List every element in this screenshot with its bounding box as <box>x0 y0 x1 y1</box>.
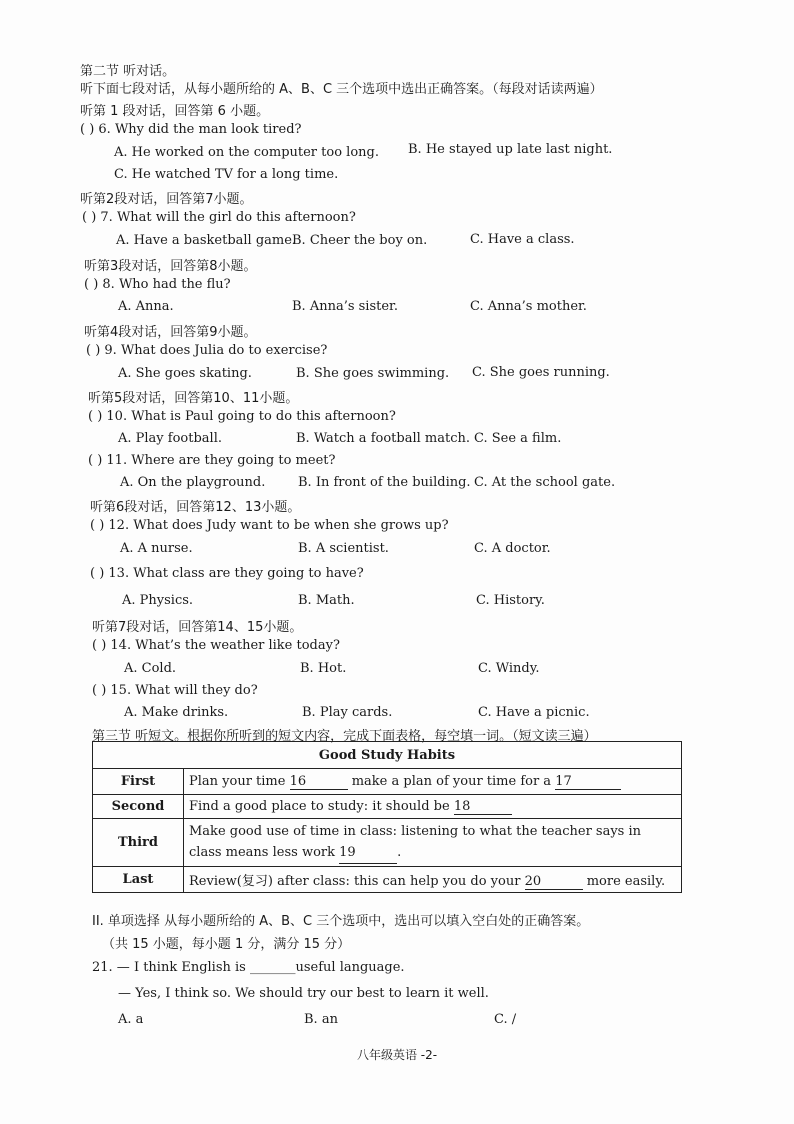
question-7-option-b: B. Cheer the boy on. <box>292 233 428 248</box>
question-9-option-a: A. She goes skating. <box>118 366 252 381</box>
question-7-stem: ( ) 7. What will the girl do this afternoon? <box>82 210 356 225</box>
table-header: Good Study Habits <box>93 742 682 769</box>
row-text: Plan your time <box>189 773 290 789</box>
section2-title: 第二节 听对话。 <box>80 64 176 79</box>
question-21-reply: — Yes, I think so. We should try our best to learn it well. <box>118 986 489 1001</box>
question-8-option-c: C. Anna’s mother. <box>470 299 587 314</box>
question-6-option-b: B. He stayed up late last night. <box>408 142 613 157</box>
question-9-option-b: B. She goes swimming. <box>296 366 450 381</box>
question-11-option-a: A. On the playground. <box>120 475 266 490</box>
question-21-stem: 21. — I think English is _______useful language. <box>92 960 405 975</box>
question-8-option-a: A. Anna. <box>118 299 174 314</box>
blank-19[interactable]: 19 <box>339 842 397 864</box>
question-10-option-a: A. Play football. <box>118 431 222 446</box>
question-8-stem: ( ) 8. Who had the flu? <box>84 277 231 292</box>
row-text: make a plan of your time for a <box>347 773 556 789</box>
question-15-option-b: B. Play cards. <box>302 705 393 720</box>
group-intro-1: 听第 1 段对话，回答第 6 小题。 <box>80 104 270 119</box>
row-label: Last <box>93 867 184 893</box>
row-content <box>184 795 682 819</box>
table-row <box>93 769 682 795</box>
question-11-option-b: B. In front of the building. <box>298 475 471 490</box>
blank-20[interactable]: 20 <box>525 874 583 890</box>
question-10-option-b: B. Watch a football match. <box>296 431 470 446</box>
group-intro-6: 听第6段对话，回答第12、13小题。 <box>90 500 301 515</box>
row-content <box>184 867 682 893</box>
question-12-stem: ( ) 12. What does Judy want to be when she grows up? <box>90 518 449 533</box>
table-row <box>93 867 682 893</box>
group-intro-3: 听第3段对话，回答第8小题。 <box>84 259 257 274</box>
question-8-option-b: B. Anna’s sister. <box>292 299 398 314</box>
question-14-option-a: A. Cold. <box>124 661 177 676</box>
group-intro-5: 听第5段对话，回答第10、11小题。 <box>88 391 299 406</box>
study-habits-table <box>92 741 682 893</box>
question-12-option-c: C. A doctor. <box>474 541 551 556</box>
blank-18[interactable]: 18 <box>454 799 512 815</box>
question-13-option-c: C. History. <box>476 593 545 608</box>
question-7-option-c: C. Have a class. <box>470 232 575 247</box>
row-label: Third <box>93 819 184 867</box>
row-label: Second <box>93 795 184 819</box>
question-15-option-c: C. Have a picnic. <box>478 705 590 720</box>
row-label: First <box>93 769 184 795</box>
question-6-option-a: A. He worked on the computer too long. <box>114 145 379 160</box>
question-21-option-a: A. a <box>118 1012 144 1027</box>
question-7-option-a: A. Have a basketball game. <box>116 233 297 248</box>
question-10-stem: ( ) 10. What is Paul going to do this afternoon? <box>88 409 396 424</box>
group-intro-2: 听第2段对话，回答第7小题。 <box>80 192 253 207</box>
question-10-option-c: C. See a film. <box>474 431 562 446</box>
question-9-option-c: C. She goes running. <box>472 365 610 380</box>
group-intro-7: 听第7段对话，回答第14、15小题。 <box>92 620 303 635</box>
page-footer: 八年级英语 -2- <box>356 1048 438 1062</box>
question-15-stem: ( ) 15. What will they do? <box>92 683 258 698</box>
question-14-stem: ( ) 14. What’s the weather like today? <box>92 638 340 653</box>
row-content <box>184 819 682 867</box>
question-11-option-c: C. At the school gate. <box>474 475 616 490</box>
question-21-option-b: B. an <box>304 1012 338 1027</box>
question-13-option-b: B. Math. <box>298 593 355 608</box>
question-15-option-a: A. Make drinks. <box>124 705 229 720</box>
part2-score: （共 15 小题，每小题 1 分，满分 15 分） <box>102 937 351 952</box>
question-9-stem: ( ) 9. What does Julia do to exercise? <box>86 343 328 358</box>
row-text: Review(复习) after class: this can help you do your <box>189 873 525 889</box>
question-12-option-b: B. A scientist. <box>298 541 389 556</box>
group-intro-4: 听第4段对话，回答第9小题。 <box>84 325 257 340</box>
question-11-stem: ( ) 11. Where are they going to meet? <box>88 453 336 468</box>
row-text: Make good use of time in class: listening to what the teacher says in class means less work <box>189 824 642 860</box>
row-text: . <box>397 845 402 860</box>
question-21-option-c: C. / <box>494 1012 517 1027</box>
row-text: Find a good place to study: it should be <box>189 798 454 814</box>
table-row <box>93 795 682 819</box>
section2-instruction: 听下面七段对话，从每小题所给的 A、B、C 三个选项中选出正确答案。（每段对话读两遍） <box>80 82 603 97</box>
blank-16[interactable]: 16 <box>290 774 348 790</box>
question-14-option-b: B. Hot. <box>300 661 347 676</box>
part2-title: II. 单项选择 从每小题所给的 A、B、C 三个选项中，选出可以填入空白处的正确答案。 <box>92 914 590 929</box>
question-6-option-c: C. He watched TV for a long time. <box>114 167 339 182</box>
row-text: more easily. <box>582 873 666 889</box>
section3-title: 第三节 听短文。根据你所听到的短文内容，完成下面表格，每空填一词。（短文读三遍） <box>92 729 597 744</box>
question-6-stem: ( ) 6. Why did the man look tired? <box>80 122 302 137</box>
question-13-stem: ( ) 13. What class are they going to have? <box>90 566 364 581</box>
question-12-option-a: A. A nurse. <box>120 541 193 556</box>
question-14-option-c: C. Windy. <box>478 661 540 676</box>
blank-17[interactable]: 17 <box>555 774 621 790</box>
row-content <box>184 769 682 795</box>
table-row <box>93 819 682 867</box>
question-13-option-a: A. Physics. <box>122 593 194 608</box>
